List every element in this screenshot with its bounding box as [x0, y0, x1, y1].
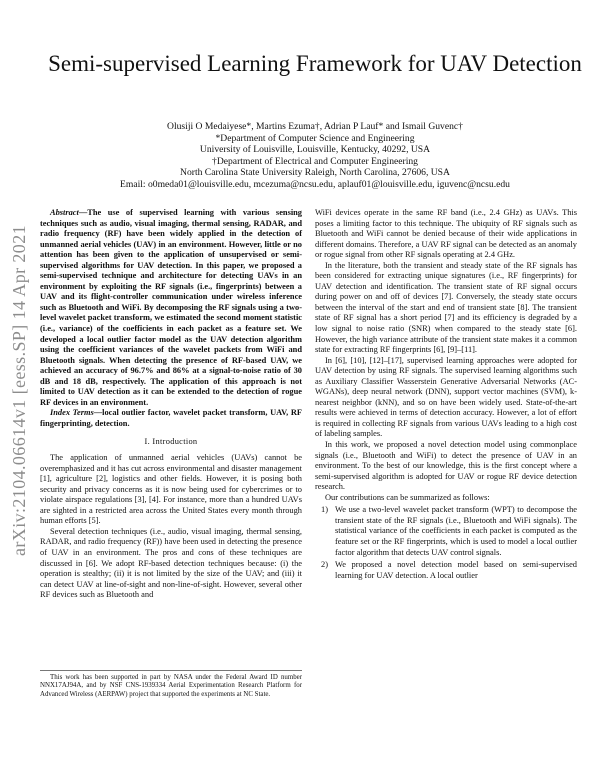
affiliation-1-dept: *Department of Computer Science and Engineering — [215, 132, 415, 144]
funding-footnote — [40, 670, 302, 699]
list-item-text: We proposed a novel detection model based on semi-supervised learning for UAV detection. A local outlier — [335, 560, 577, 580]
author-names: Olusiji O Medaiyese*, Martins Ezuma†, Adrian P Lauf* and Ismail Guvenc† — [167, 121, 463, 132]
funding-footnote-text: This work has been supported in part by NASA under the Federal Award ID number NNX17AJ94A, and by NSF CNS-1939334 Aerial Experimentation Research Platform for Advanced Wireless (AERPAW) project that supported the experiments at NC State. — [40, 674, 302, 698]
arxiv-identifier-text: arXiv:2104.06614v1 [eess.SP] 14 Apr 2021 — [8, 224, 29, 556]
intro-paragraph-7: Our contributions can be summarized as follows: — [325, 492, 490, 502]
abstract-label: Abstract — [50, 208, 79, 217]
abstract-text: —The use of supervised learning with various sensing techniques such as audio, visual imaging, thermal sensing, RADAR, and radio frequency (RF) have been widely applied in the detection of unmanned aerial vehicles (UAV) in an environment. However, little or no attention has been given to the application of unsupervised or semi-supervised algorithms for UAV detection. In this paper, we proposed a semi-supervised technique and architecture for detecting UAVs in an environment by exploiting the RF signals (i.e., fingerprints) between a UAV and its flight-controller communication under wireless inference such as Bluetooth and WiFi. By decomposing the RF signals using a two-level wavelet packet transform, we estimated the second moment statistic (i.e., variance) of the coefficients in each packet as a feature set. We developed a local outlier factor model as the UAV detection algorithm using the coefficient variances of the wavelet packets from WiFi and Bluetooth signals. When detecting the presence of RF-based UAV, we achieved an accuracy of 96.7% and 86% at a signal-to-noise ratio of 30 dB and 18 dB, respectively. The application of this approach is not limited to UAV detection as it can be extended to the detection of rogue RF devices in an environment. — [40, 208, 302, 407]
list-item — [315, 505, 577, 558]
paper-title: Semi-supervised Learning Framework for UAV Detection — [48, 51, 582, 76]
list-item-number: 1) — [321, 505, 328, 515]
list-item-number: 2) — [321, 560, 328, 570]
contributions-list — [315, 505, 577, 581]
intro-paragraph-6: In this work, we proposed a novel detection model using commonplace signals (i.e., Bluetooth and WiFi) to detect the presence of UAV in an environment. To the best of our knowledge, this is the first concept where a semi-supervised algorithm is adopted for UAV or rogue RF device detection research. — [315, 440, 577, 492]
intro-paragraph-5: In [6], [10], [12]–[17], supervised learning approaches were adopted for UAV detection by using RF signals. The supervised learning algorithms such as Auxiliary Classifier Wasserstein Generative Adversarial Networks (AC-WGANs), deep neural network (DNN), support vector machines (SVM), k-nearest neighbor (kNN), and so on have been widely used. State-of-the-art results were achieved in terms of detection accuracy. However, a lot of effort is required in collecting RF signals from various UAVs leading to a high cost of labeling samples. — [315, 355, 577, 439]
intro-paragraph-1: The application of unmanned aerial vehicles (UAVs) cannot be overemphasized and it has cut across environmental and disaster management [1], agriculture [2], logistics and other fields. However, it is posing both security and privacy concerns as it is now being used for cybercrimes or to violate airspace regulations [3], [4]. For instance, more than a hundred UAVs are sighted in a restricted area across the United States every month through human efforts [5]. — [40, 453, 302, 526]
intro-paragraph-3: WiFi devices operate in the same RF band (i.e., 2.4 GHz) as UAVs. This poses a limiting factor to this technique. The ubiquity of RF signals such as Bluetooth and WiFi cannot be denied because of their wide applications in different domains. Therefore, a UAV RF signal can be detected as an anomaly or rogue signal from other RF signals operating at 2.4 GHz. — [315, 208, 577, 260]
index-terms-text: —local outlier factor, wavelet packet transform, UAV, RF fingerprinting, detection. — [40, 408, 303, 428]
list-item-text: We use a two-level wavelet packet transform (WPT) to decompose the transient state of the RF signals (i.e., Bluetooth and WiFi signals). The statistical variance of the coefficients in each packet is computed as the feature set or the RF fingerprints, which is used to model a local outlier factor algorithm that detects UAV control signals. — [335, 505, 577, 557]
arxiv-identifier — [6, 205, 32, 575]
affiliation-2-dept: †Department of Electrical and Computer Engineering — [212, 155, 418, 167]
list-item — [315, 560, 577, 581]
abstract — [40, 208, 302, 408]
index-terms — [40, 408, 302, 429]
affiliation-2-university: North Carolina State University Raleigh, North Carolina, 27606, USA — [180, 167, 450, 179]
left-column — [40, 208, 302, 601]
author-emails: Email: o0meda01@louisville.edu, mcezuma@ncsu.edu, aplauf01@louisville.edu, iguvenc@ncsu.edu — [120, 178, 510, 190]
section-heading-introduction: I. Introduction — [144, 437, 198, 447]
right-column — [315, 208, 577, 583]
intro-paragraph-2: Several detection techniques (i.e., audio, visual imaging, thermal sensing, RADAR, and radio frequency (RF)) have been used in detecting the presence of UAV in an environment. The pros and cons of these techniques are discussed in [6]. We adopt RF-based detection techniques because: (i) the operation is stealthy; (ii) it is not limited by the size of the UAV; and (iii) it can detect UAV at line-of-sight and non-line-of-sight. However, several other RF devices such as Bluetooth and — [40, 526, 302, 600]
affiliation-1-university: University of Louisville, Louisville, Kentucky, 40292, USA — [199, 144, 431, 156]
index-terms-label: Index Terms — [50, 408, 94, 418]
author-block — [40, 121, 590, 191]
intro-paragraph-4: In the literature, both the transient and steady state of the RF signals has been considered for extracting unique signatures (i.e., RF fingerprints) for UAV detection and identification. The transient state of RF signal occurs during power on and off of devices [7]. Conversely, the steady state occurs between the interval of the start and end of transient state [8]. The transient state of RF signal has a short period [7] and its efficiency is degraded by a low signal to noise ratio (SNR) when compared to the steady state [6]. However, the high variance attribute of the transient state makes it a common state for extracting RF fingerprints [6], [9]–[11]. — [315, 260, 577, 355]
